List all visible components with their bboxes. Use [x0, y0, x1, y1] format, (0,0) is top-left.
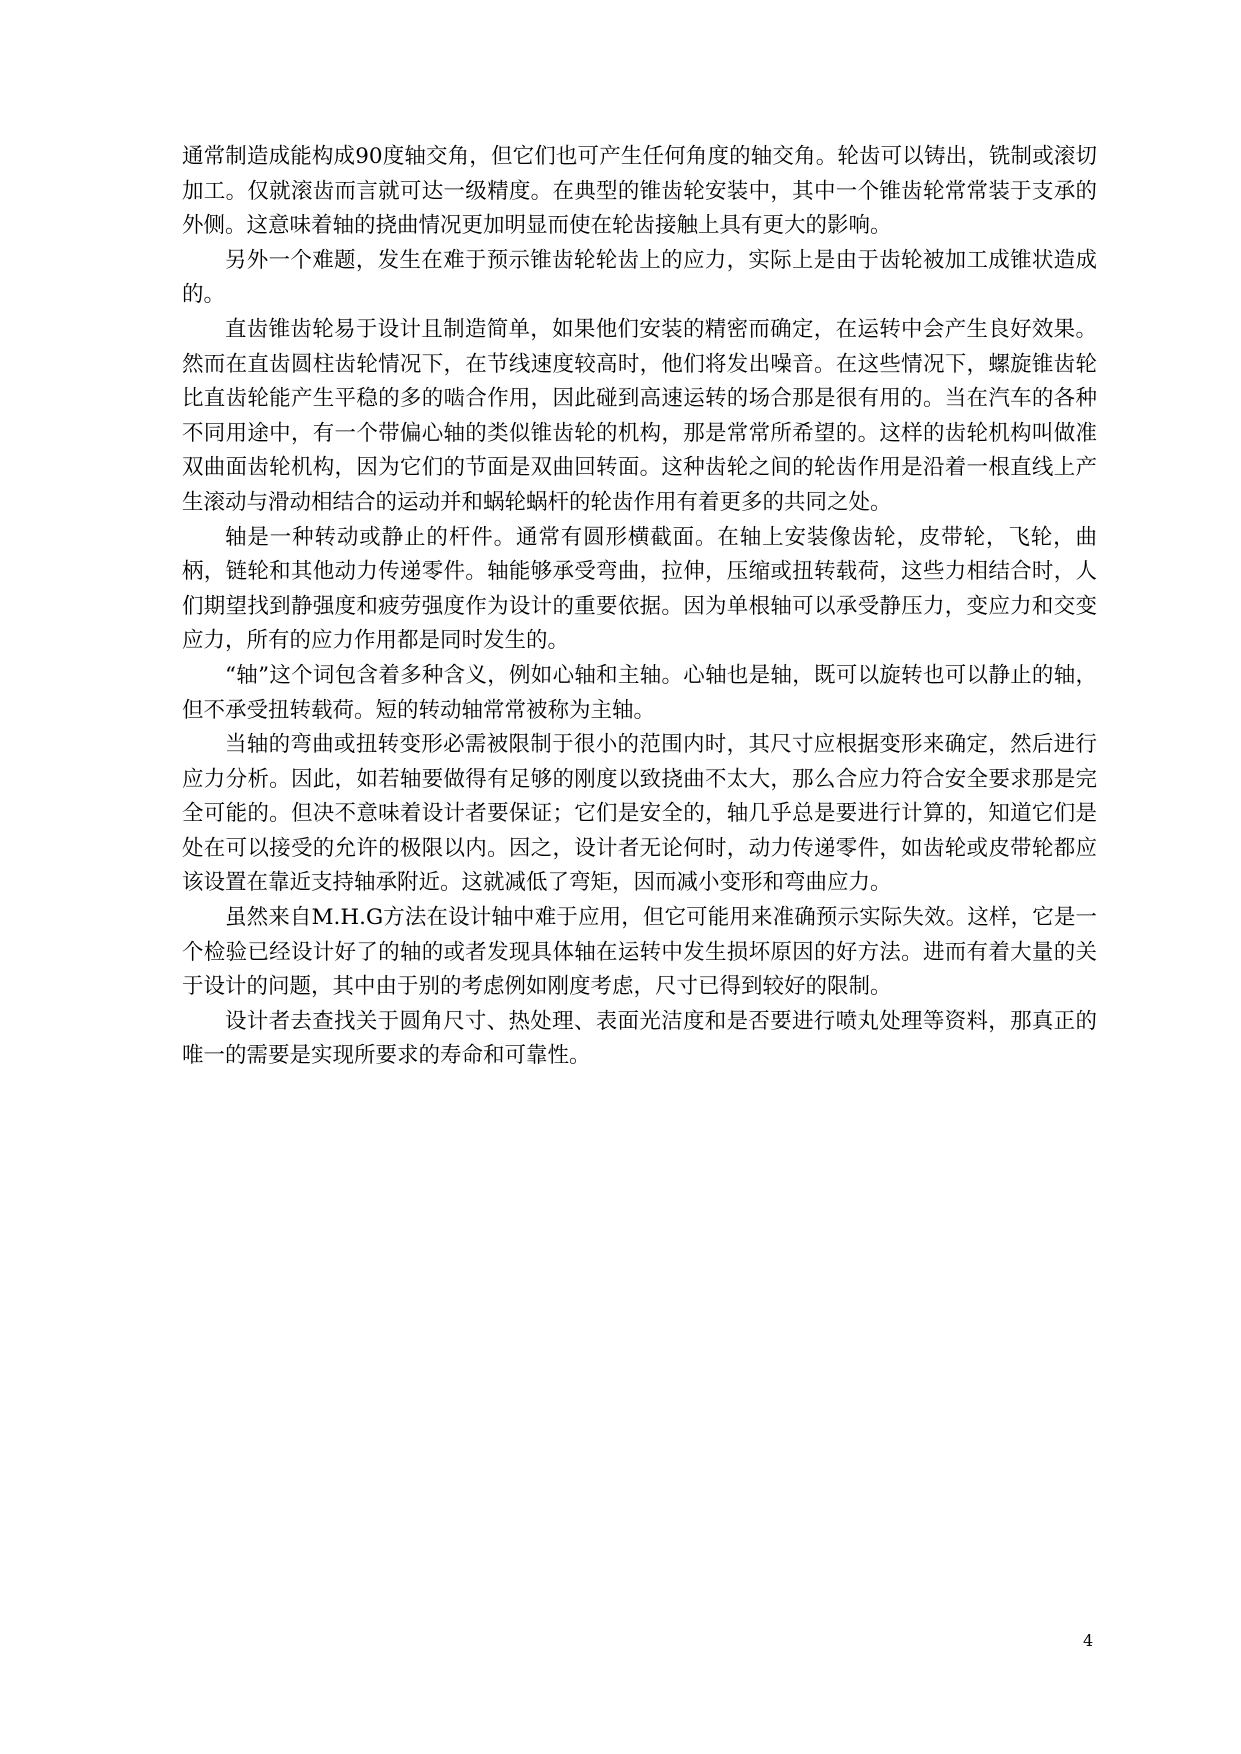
paragraph-3: 直齿锥齿轮易于设计且制造简单，如果他们安装的精密而确定，在运转中会产生良好效果。然而在直齿圆柱齿轮情况下，在节线速度较高时，他们将发出噪音。在这些情况下，螺旋锥齿轮比直齿轮能产生平稳的多的啮合作用，因此碰到高速运转的场合那是很有用的。当在汽车的各种不同用途中，有一个带偏心轴的类似锥齿轮的机构，那是常常所希望的。这样的齿轮机构叫做准双曲面齿轮机构，因为它们的节面是双曲回转面。这种齿轮之间的轮齿作用是沿着一根直线上产生滚动与滑动相结合的运动并和蜗轮蜗杆的轮齿作用有着更多的共同之处。	[182, 316, 1097, 515]
page-number: 4	[1083, 1631, 1094, 1650]
paragraph-2: 另外一个难题，发生在难于预示锥齿轮轮齿上的应力，实际上是由于齿轮被加工成锥状造成的。	[182, 247, 1097, 308]
paragraph-4: 轴是一种转动或静止的杆件。通常有圆形横截面。在轴上安装像齿轮，皮带轮，飞轮，曲柄，链轮和其他动力传递零件。轴能够承受弯曲，拉伸，压缩或扭转载荷，这些力相结合时，人们期望找到静强度和疲劳强度作为设计的重要依据。因为单根轴可以承受静压力，变应力和交变应力，所有的应力作用都是同时发生的。	[182, 524, 1097, 654]
paragraph-6: 当轴的弯曲或扭转变形必需被限制于很小的范围内时，其尺寸应根据变形来确定，然后进行应力分析。因此，如若轴要做得有足够的刚度以致挠曲不太大，那么合应力符合安全要求那是完全可能的。但决不意味着设计者要保证；它们是安全的，轴几乎总是要进行计算的，知道它们是处在可以接受的允许的极限以内。因之，设计者无论何时，动力传递零件，如齿轮或皮带轮都应该设置在靠近支持轴承附近。这就减低了弯矩，因而减小变形和弯曲应力。	[182, 732, 1097, 896]
paragraph-7: 虽然来自M.H.G方法在设计轴中难于应用，但它可能用来准确预示实际失效。这样，它是一个检验已经设计好了的轴的或者发现具体轴在运转中发生损坏原因的好方法。进而有着大量的关于设计的问题，其中由于别的考虑例如刚度考虑，尺寸已得到较好的限制。	[182, 905, 1097, 1000]
body-text	[182, 140, 1097, 1074]
paragraph-1: 通常制造成能构成90度轴交角，但它们也可产生任何角度的轴交角。轮齿可以铸出，铣制或滚切加工。仅就滚齿而言就可达一级精度。在典型的锥齿轮安装中，其中一个锥齿轮常常装于支承的外侧。这意味着轴的挠曲情况更加明显而使在轮齿接触上具有更大的影响。	[182, 144, 1097, 239]
paragraph-5: “轴”这个词包含着多种含义，例如心轴和主轴。心轴也是轴，既可以旋转也可以静止的轴，但不承受扭转载荷。短的转动轴常常被称为主轴。	[182, 662, 1097, 723]
paragraph-8: 设计者去查找关于圆角尺寸、热处理、表面光洁度和是否要进行喷丸处理等资料，那真正的唯一的需要是实现所要求的寿命和可靠性。	[182, 1008, 1097, 1069]
